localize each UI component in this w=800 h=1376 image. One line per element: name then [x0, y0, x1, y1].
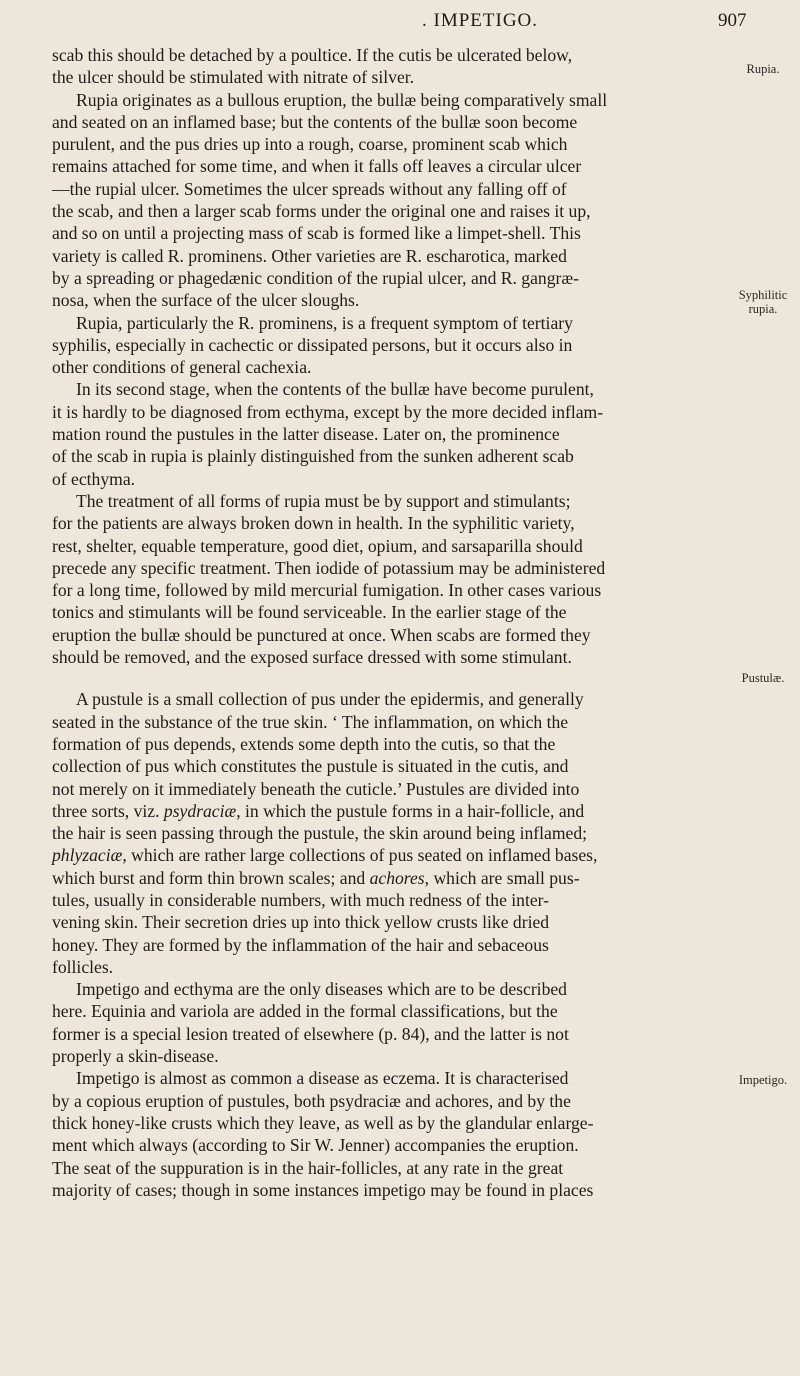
text-line: majority of cases; though in some instances impetigo may be found in places: [52, 1179, 594, 1200]
text-line: precede any specific treatment. Then iodide of potassium may be administered: [52, 557, 606, 578]
text-line: Impetigo is almost as common a disease as eczema. It is characterised: [76, 1068, 569, 1089]
text-line: variety is called R. prominens. Other varieties are R. escharotica, marked: [52, 245, 567, 266]
text-line: of the scab in rupia is plainly distinguished from the sunken adherent scab: [52, 446, 574, 467]
paragraph: [52, 89, 724, 312]
text-line: formation of pus depends, extends some depth into the cutis, so that the: [52, 733, 556, 754]
text-line: thick honey-like crusts which they leave, as well as by the glandular enlarge-: [52, 1112, 594, 1133]
text-line: syphilis, especially in cachectic or dissipated persons, but it occurs also in: [52, 334, 573, 355]
text-line: phlyzaciæ, which are rather large collections of pus seated on inflamed bases,: [52, 845, 598, 866]
text-line: the ulcer should be stimulated with nitrate of silver.: [52, 67, 415, 88]
text-line: The treatment of all forms of rupia must be by support and stimulants;: [76, 490, 571, 511]
text-line: properly a skin-disease.: [52, 1046, 219, 1067]
text-line: —the rupial ulcer. Sometimes the ulcer spreads without any falling off of: [52, 178, 567, 199]
text-line: scab this should be detached by a poultice. If the cutis be ulcerated below,: [52, 45, 573, 65]
text-line: tonics and stimulants will be found serviceable. In the earlier stage of the: [52, 602, 567, 623]
paragraph: [52, 978, 724, 1067]
text-line: remains attached for some time, and when it falls off leaves a circular ulcer: [52, 156, 582, 177]
margin-note-impetigo: Impetigo.: [738, 1073, 788, 1087]
text-line: Rupia originates as a bullous eruption, the bullæ being comparatively small: [76, 89, 608, 110]
text-line: other conditions of general cachexia.: [52, 357, 312, 378]
text-line: A pustule is a small collection of pus under the epidermis, and generally: [76, 689, 584, 710]
text-line: rest, shelter, equable temperature, good diet, opium, and sarsaparilla should: [52, 535, 583, 556]
text-line: In its second stage, when the contents of the bullæ have become purulent,: [76, 379, 594, 400]
text-line: collection of pus which constitutes the pustule is situated in the cutis, and: [52, 756, 569, 777]
text-line: ment which always (according to Sir W. Jenner) accompanies the eruption.: [52, 1135, 579, 1156]
paragraph: [52, 44, 724, 89]
text-line: for the patients are always broken down in health. In the syphilitic variety,: [52, 513, 575, 534]
text-line: the scab, and then a larger scab forms under the original one and raises it up,: [52, 201, 591, 222]
text-line: tules, usually in considerable numbers, with much redness of the inter-: [52, 889, 550, 910]
text-line: and seated on an inflamed base; but the contents of the bullæ soon become: [52, 111, 578, 132]
running-title: . IMPETIGO.: [422, 10, 539, 31]
text-line: which burst and form thin brown scales; and achores, which are small pus-: [52, 867, 580, 888]
text-line: should be removed, and the exposed surface dressed with some stimulant.: [52, 647, 572, 668]
text-line: follicles.: [52, 956, 114, 977]
text-line: former is a special lesion treated of elsewhere (p. 84), and the latter is not: [52, 1023, 569, 1044]
body-text: [52, 44, 724, 1201]
text-line: Rupia, particularly the R. prominens, is a frequent symptom of tertiary: [76, 312, 573, 333]
text-line: purulent, and the pus dries up into a rough, coarse, prominent scab which: [52, 134, 568, 155]
text-line: it is hardly to be diagnosed from ecthyma, except by the more decided inflam-: [52, 401, 604, 422]
text-line: The seat of the suppuration is in the hair-follicles, at any rate in the great: [52, 1157, 564, 1178]
text-line: of ecthyma.: [52, 468, 136, 489]
text-line: by a copious eruption of pustules, both psydraciæ and achores, and by the: [52, 1090, 571, 1111]
text-line: eruption the bullæ should be punctured at once. When scabs are formed they: [52, 624, 591, 645]
text-line: three sorts, viz. psydraciæ, in which the pustule forms in a hair-follicle, and: [52, 800, 585, 821]
paragraph: [52, 490, 724, 668]
text-line: for a long time, followed by mild mercurial fumigation. In other cases various: [52, 580, 602, 601]
paragraph: [52, 312, 724, 379]
text-line: honey. They are formed by the inflammation of the hair and sebaceous: [52, 934, 549, 955]
page-number: 907: [718, 10, 747, 31]
margin-note-rupia: Rupia.: [746, 62, 780, 76]
text-line: seated in the substance of the true skin. ‘ The inflammation, on which the: [52, 711, 569, 732]
margin-note-pustulae: Pustulæ.: [741, 671, 785, 685]
page-header: [0, 6, 800, 34]
text-line: vening skin. Their secretion dries up into thick yellow crusts like dried: [52, 912, 550, 933]
paragraph: [52, 688, 724, 978]
margin-note-syphilitic-rupia: Syphilitic rupia.: [738, 288, 788, 316]
text-line: here. Equinia and variola are added in the formal classifications, but the: [52, 1001, 558, 1022]
paragraph: [52, 378, 724, 489]
text-line: mation round the pustules in the latter disease. Later on, the prominence: [52, 424, 560, 445]
text-line: by a spreading or phagedænic condition of the rupial ulcer, and R. gangræ-: [52, 267, 579, 288]
text-line: the hair is seen passing through the pustule, the skin around being inflamed;: [52, 823, 588, 844]
text-line: Impetigo and ecthyma are the only diseases which are to be described: [76, 979, 567, 1000]
text-line: not merely on it immediately beneath the cuticle.’ Pustules are divided into: [52, 778, 580, 799]
paragraph: [52, 1067, 724, 1201]
text-line: and so on until a projecting mass of scab is formed like a limpet-shell. This: [52, 223, 581, 244]
text-line: nosa, when the surface of the ulcer sloughs.: [52, 290, 360, 311]
